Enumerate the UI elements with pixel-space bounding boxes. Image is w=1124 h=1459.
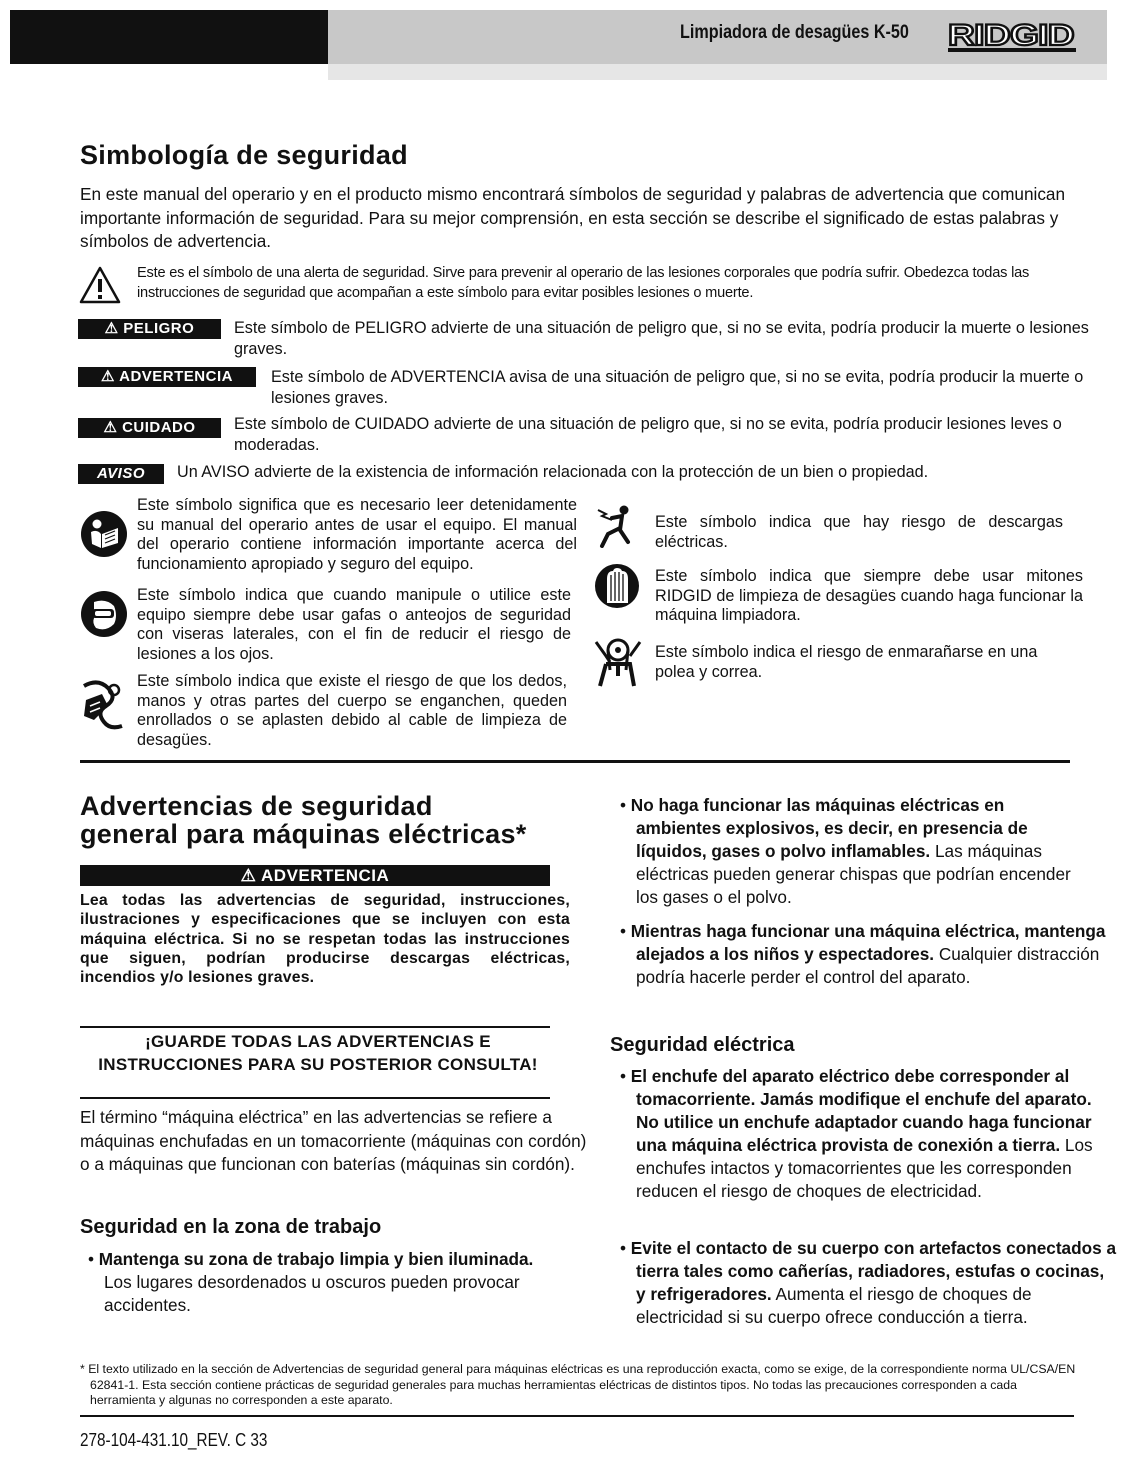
ridgid-logo bbox=[948, 18, 1076, 54]
general-warning-label: ADVERTENCIA bbox=[261, 866, 390, 885]
cuidado-text: Este símbolo de CUIDADO advierte de una situación de peligro que, si no se evita, podría producir lesiones leves o moderadas. bbox=[234, 415, 1062, 454]
header-black-block bbox=[10, 10, 328, 64]
footnote: * El texto utilizado en la sección de Advertencias de seguridad general para máquinas eléctricas es una reproducción exacta, como se exige, de la correspondiente norma UL/CSA/EN 62841-1. Esta sección contiene prácticas de seguridad generales para muchas herramientas eléctricas de distintos tipos. No todas las precauciones corresponden a cada herramienta y algunas no corresponden a este aparato. bbox=[80, 1362, 1076, 1408]
elec-bullet-2: • Evite el contacto de su cuerpo con artefactos conectados a tierra tales como cañerías, radiadores, estufas o cocinas, y refrigeradores. Aumenta el riesgo de choques de electricidad si su cuerpo ofrece conducción a tierra. bbox=[620, 1238, 1117, 1327]
work-bullet-2-rest: Las máquinas eléctricas pueden generar chispas que podrían encender los gases o el polvo. bbox=[636, 841, 1071, 907]
aviso-text: Un AVISO advierte de la existencia de información relacionada con la protección de un bien o propiedad. bbox=[177, 463, 929, 481]
general-warning-text: Lea todas las advertencias de seguridad, instrucciones, ilustraciones y especificaciones que se incluyen con esta máquina eléctrica. Si no se respetan todas las instrucciones que siguen, podrían producirse descargas eléctricas, incendios y/o lesiones graves. bbox=[80, 892, 570, 987]
save-instructions-text: ¡GUARDE TODAS LAS ADVERTENCIAS E INSTRUCCIONES PARA SU POSTERIOR CONSULTA! bbox=[98, 1032, 538, 1074]
advertencia-label: ADVERTENCIA bbox=[119, 368, 233, 385]
general-heading-line1: Advertencias de seguridad bbox=[80, 791, 433, 821]
manual-symbol-text: Este símbolo significa que es necesario leer detenidamente su manual del operario antes de usar el equipo. El manual del operario contiene información importante acerca del funcionamiento apropiado y seguro del equipo. bbox=[137, 496, 577, 573]
pulley-symbol-text: Este símbolo indica el riesgo de enmarañarse en una polea y correa. bbox=[655, 643, 1038, 681]
peligro-badge bbox=[78, 319, 221, 339]
brand-text: RIDGID bbox=[948, 19, 1074, 52]
warning-triangle-icon: ⚠ bbox=[103, 419, 118, 436]
section-divider bbox=[80, 760, 1070, 763]
page-number: 278-104-431.10_REV. C 33 bbox=[80, 1430, 268, 1450]
section-heading-general bbox=[80, 792, 527, 848]
general-warning-badge bbox=[80, 865, 550, 886]
elec-bullet-2-rest: Aumenta el riesgo de choques de electricidad si su cuerpo ofrece conducción a tierra. bbox=[636, 1284, 1032, 1327]
aviso-badge bbox=[78, 464, 164, 484]
term-definition-text: El término “máquina eléctrica” en las advertencias se refiere a máquinas enchufadas en un tomacorriente (máquinas con cordón) o a máquinas que funcionan con baterías (máquinas sin cordón). bbox=[80, 1107, 587, 1174]
symbols-intro: En este manual del operario y en el producto mismo encontrará símbolos de seguridad y palabras de advertencia que comunican importante información de seguridad. Para su mejor comprensión, en esta sección se describe el significado de estas palabras y símbolos de advertencia. bbox=[80, 184, 1066, 251]
document-title: Limpiadora de desagües K-50 bbox=[680, 22, 909, 43]
cuidado-badge bbox=[78, 418, 221, 438]
shock-symbol-text: Este símbolo indica que hay riesgo de descargas eléctricas. bbox=[655, 513, 1063, 551]
footer-rule bbox=[80, 1415, 1074, 1417]
work-bullet-1: • Mantenga su zona de trabajo limpia y bien iluminada. Los lugares desordenados u oscuros pueden provocar accidentes. bbox=[88, 1249, 534, 1315]
gloves-symbol-text: Este símbolo indica que siempre debe usar mitones RIDGID de limpieza de desagües cuando haga funcionar la máquina limpiadora. bbox=[655, 567, 1083, 625]
elec-bullet-1: • El enchufe del aparato eléctrico debe corresponder al tomacorriente. Jamás modifique el enchufe del aparato. No utilice un enchufe adaptador cuando haga funcionar una máquina eléctrica provista de conexión a tierra. Los enchufes intactos y tomacorrientes que les corresponden reducen el riesgo de choques de electricidad. bbox=[620, 1066, 1093, 1201]
work-bullet-1-bold: Mantenga su zona de trabajo limpia y bien iluminada. bbox=[98, 1249, 534, 1269]
section-heading-symbols: Simbología de seguridad bbox=[80, 140, 408, 170]
elec-bullet-2-bold: Evite el contacto de su cuerpo con artefactos conectados a tierra tales como cañerías, radiadores, estufas o cocinas, y refrigeradores. bbox=[630, 1238, 1117, 1304]
peligro-text: Este símbolo de PELIGRO advierte de una situación de peligro que, si no se evita, podría producir la muerte o lesiones graves. bbox=[234, 319, 1089, 358]
warning-triangle-icon: ⚠ bbox=[101, 368, 115, 385]
aviso-label: AVISO bbox=[96, 465, 146, 482]
safety-goggles-icon bbox=[80, 590, 128, 638]
safety-alert-icon bbox=[78, 265, 122, 305]
peligro-label: PELIGRO bbox=[123, 320, 195, 337]
header-shade-bar bbox=[328, 64, 1107, 80]
gloves-icon bbox=[594, 563, 640, 609]
work-bullet-2: • No haga funcionar las máquinas eléctricas en ambientes explosivos, es decir, en presencia de líquidos, gases o polvo inflamables. Las máquinas eléctricas pueden generar chispas que podrían encender los gases o el polvo. bbox=[620, 795, 1071, 907]
advertencia-text: Este símbolo de ADVERTENCIA avisa de una situación de peligro que, si no se evita, podría producir la muerte o lesiones graves. bbox=[271, 368, 1084, 407]
entanglement-symbol-text: Este símbolo indica que existe el riesgo de que los dedos, manos y otras partes del cuerpo se enganchen, queden enrollados o se aplasten debido al cable de limpieza de desagües. bbox=[137, 672, 567, 749]
work-bullet-2-bold: No haga funcionar las máquinas eléctricas en ambientes explosivos, es decir, en presencia de líquidos, gases o polvo inflamables. bbox=[630, 795, 1028, 861]
entanglement-icon bbox=[78, 676, 128, 732]
advertencia-badge bbox=[78, 367, 256, 387]
warning-triangle-icon: ⚠ bbox=[240, 866, 257, 885]
alert-symbol-text: Este es el símbolo de una alerta de seguridad. Sirve para prevenir al operario de las lesiones corporales que podría sufrir. Obedezca todas las instrucciones de seguridad que acompañan a este símbolo para evitar posibles lesiones o muerte. bbox=[137, 265, 1030, 301]
read-manual-icon bbox=[80, 510, 128, 558]
elec-bullet-1-rest: Los enchufes intactos y tomacorrientes que les corresponden reducen el riesgo de choques de electricidad. bbox=[636, 1135, 1093, 1201]
work-bullet-3-bold: Mientras haga funcionar una máquina eléctrica, mantenga alejados a los niños y espectadores. bbox=[630, 921, 1106, 964]
electric-shock-icon bbox=[594, 504, 632, 548]
warning-triangle-icon: ⚠ bbox=[104, 320, 119, 337]
general-heading-line2: general para máquinas eléctricas* bbox=[80, 819, 527, 849]
elec-bullet-1-bold: El enchufe del aparato eléctrico debe corresponder al tomacorriente. Jamás modifique el enchufe del aparato. No utilice un enchufe adaptador cuando haga funcionar una máquina eléctrica provista de conexión a tierra. bbox=[630, 1066, 1092, 1155]
cuidado-label: CUIDADO bbox=[122, 419, 196, 436]
goggles-symbol-text: Este símbolo indica que cuando manipule o utilice este equipo siempre debe usar gafas o anteojos de seguridad con viseras laterales, con el fin de reducir el riesgo de lesiones a los ojos. bbox=[137, 586, 571, 663]
work-bullet-3: • Mientras haga funcionar una máquina eléctrica, mantenga alejados a los niños y espectadores. Cualquier distracción podría hacerle perder el control del aparato. bbox=[620, 921, 1106, 987]
work-bullet-3-rest: Cualquier distracción podría hacerle perder el control del aparato. bbox=[636, 944, 1100, 987]
save-box-top-rule bbox=[80, 1026, 550, 1028]
save-box-bottom-rule bbox=[80, 1097, 550, 1099]
electrical-safety-heading: Seguridad eléctrica bbox=[610, 1034, 795, 1056]
work-area-heading: Seguridad en la zona de trabajo bbox=[80, 1216, 382, 1238]
pulley-belt-icon bbox=[592, 636, 644, 688]
work-bullet-1-rest: Los lugares desordenados u oscuros pueden provocar accidentes. bbox=[104, 1272, 520, 1315]
